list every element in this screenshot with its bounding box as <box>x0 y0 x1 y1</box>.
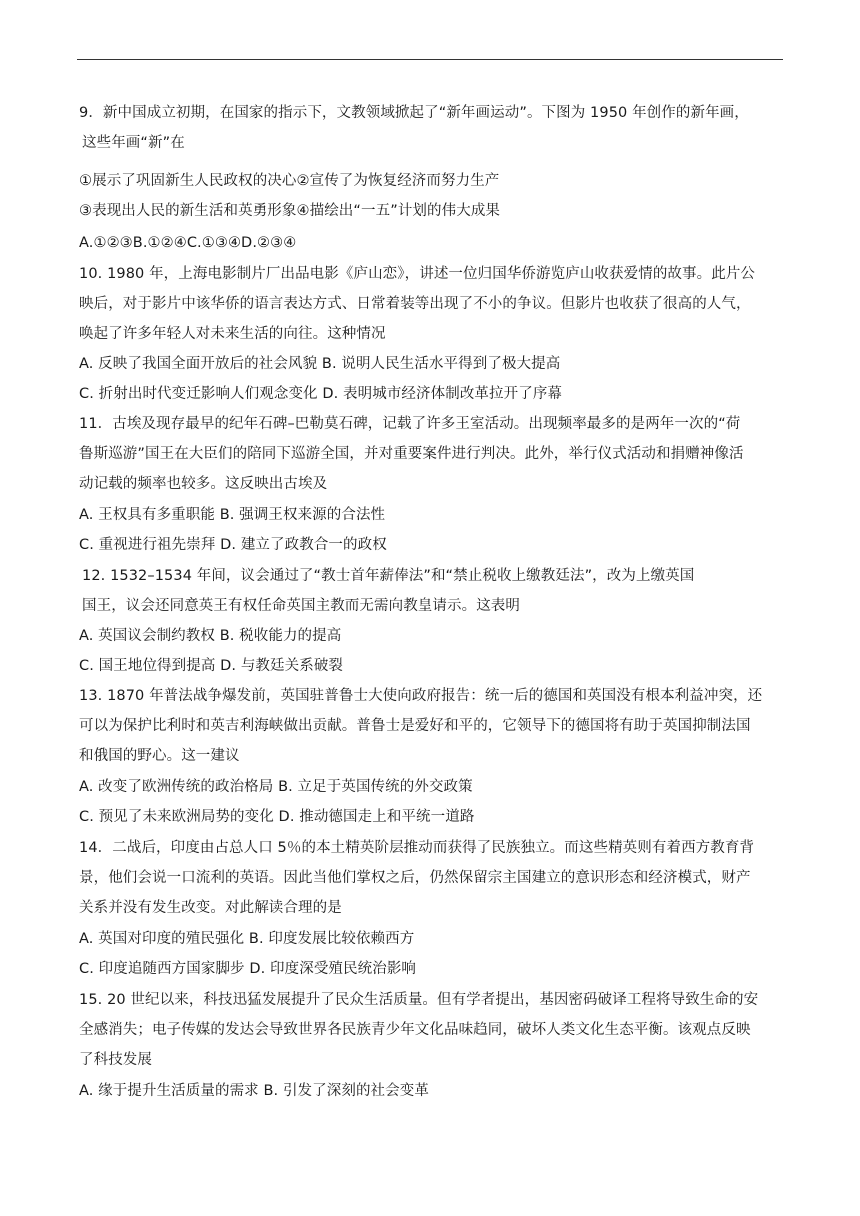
q9-options: A.①②③B.①②④C.①③④D.②③④ <box>79 235 297 251</box>
q14-stem-line-2: 景，他们会说一口流利的英语。因此当他们掌权之后，仍然保留宗主国建立的意识形态和经济模式，财产 <box>79 870 751 886</box>
q15-stem-line-3: 了科技发展 <box>79 1052 152 1068</box>
q10-stem-line-1: 10. 1980 年，上海电影制片厂出品电影《庐山恋》，讲述一位归国华侨游览庐山收获爱情的故事。此片公 <box>79 266 756 282</box>
q10-stem-line-3: 唤起了许多年轻人对未来生活的向往。这种情况 <box>79 326 386 342</box>
q11-stem-line-3: 动记载的频率也较多。这反映出古埃及 <box>79 476 328 492</box>
q9-stem-line-2: 这些年画“新”在 <box>82 135 185 151</box>
q12-stem-line-2: 国王，议会还同意英王有权任命英国主教而无需向教皇请示。这表明 <box>82 598 520 614</box>
q14-options-cd: C. 印度追随西方国家脚步 D. 印度深受殖民统治影响 <box>79 961 417 977</box>
q13-options-cd: C. 预见了未来欧洲局势的变化 D. 推动德国走上和平统一道路 <box>79 809 475 825</box>
q11-options-cd: C. 重视进行祖先崇拜 D. 建立了政教合一的政权 <box>79 537 387 553</box>
q15-stem-line-1: 15. 20 世纪以来，科技迅猛发展提升了民众生活质量。但有学者提出，基因密码破译工程将导致生命的安 <box>79 992 759 1008</box>
q10-options-ab: A. 反映了我国全面开放后的社会风貌 B. 说明人民生活水平得到了极大提高 <box>79 356 561 372</box>
q10-options-cd: C. 折射出时代变迁影响人们观念变化 D. 表明城市经济体制改革拉开了序幕 <box>79 386 563 402</box>
q13-stem-line-2: 可以为保护比利时和英吉利海峡做出贡献。普鲁士是爱好和平的，它领导下的德国将有助于英国抑制法国 <box>79 718 751 734</box>
q9-stem-line-1: 9．新中国成立初期，在国家的指示下，文教领域掀起了“新年画运动”。下图为 1950 年创作的新年画， <box>79 105 749 121</box>
q15-options-ab: A. 缘于提升生活质量的需求 B. 引发了深刻的社会变革 <box>79 1083 429 1099</box>
q10-stem-line-2: 映后，对于影片中该华侨的语言表达方式、日常着装等出现了不小的争议。但影片也收获了很高的人气， <box>79 296 751 312</box>
q14-options-ab: A. 英国对印度的殖民强化 B. 印度发展比较依赖西方 <box>79 931 415 947</box>
q11-stem-line-2: 鲁斯巡游”国王在大臣们的陪同下巡游全国，并对重要案件进行判决。此外，举行仪式活动和捐赠神像活 <box>79 446 744 462</box>
q12-options-ab: A. 英国议会制约教权 B. 税收能力的提高 <box>79 628 342 644</box>
q9-statements-line-2: ③表现出人民的新生活和英勇形象④描绘出“一五”计划的伟大成果 <box>79 203 501 219</box>
q14-stem-line-1: 14．二战后，印度由占总人口 5％的本土精英阶层推动而获得了民族独立。而这些精英则有着西方教育背 <box>79 840 755 856</box>
q11-options-ab: A. 王权具有多重职能 B. 强调王权来源的合法性 <box>79 507 386 523</box>
q13-options-ab: A. 改变了欧洲传统的政治格局 B. 立足于英国传统的外交政策 <box>79 779 473 795</box>
q12-options-cd: C. 国王地位得到提高 D. 与教廷关系破裂 <box>79 658 344 674</box>
q12-stem-line-1: 12. 1532–1534 年间，议会通过了“教士首年薪俸法”和“禁止税收上缴教廷法”，改为上缴英国 <box>82 568 695 584</box>
header-rule <box>77 59 783 60</box>
q13-stem-line-1: 13. 1870 年普法战争爆发前，英国驻普鲁士大使向政府报告：统一后的德国和英国没有根本利益冲突，还 <box>79 688 763 704</box>
q13-stem-line-3: 和俄国的野心。这一建议 <box>79 748 240 764</box>
q9-statements-line-1: ①展示了巩固新生人民政权的决心②宣传了为恢复经济而努力生产 <box>79 173 500 189</box>
q14-stem-line-3: 关系并没有发生改变。对此解读合理的是 <box>79 900 342 916</box>
q11-stem-line-1: 11．古埃及现存最早的纪年石碑–巴勒莫石碑，记载了许多王室活动。出现频率最多的是两年一次的“荷 <box>79 416 741 432</box>
q15-stem-line-2: 全感消失；电子传媒的发达会导致世界各民族青少年文化品味趋同，破坏人类文化生态平衡。该观点反映 <box>79 1022 751 1038</box>
